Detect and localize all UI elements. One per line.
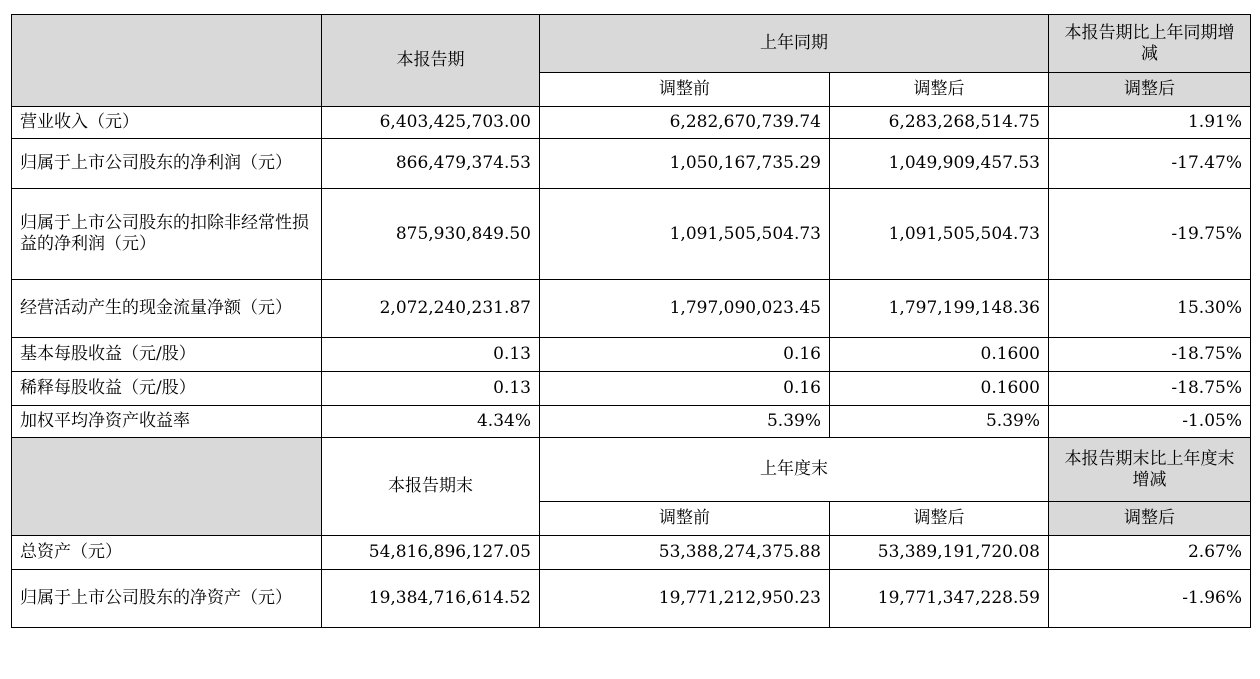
cell-before-adjustment: 0.16: [540, 372, 830, 406]
row-label: 基本每股收益（元/股）: [12, 338, 322, 372]
row-label: 加权平均净资产收益率: [12, 406, 322, 438]
header-prior-year-same-period: 上年同期: [540, 15, 1049, 73]
header-change-after-adjustment: 调整后: [1049, 502, 1251, 536]
table-row: [12, 372, 1251, 406]
header-row: [12, 438, 1251, 502]
cell-change: -19.75%: [1049, 189, 1251, 280]
header-change-vs-prior: 本报告期比上年同期增减: [1049, 15, 1251, 73]
cell-current: 875,930,849.50: [322, 189, 540, 280]
cell-after-adjustment: 19,771,347,228.59: [830, 570, 1049, 628]
row-label: 稀释每股收益（元/股）: [12, 372, 322, 406]
table-row: [12, 280, 1251, 338]
cell-change: 15.30%: [1049, 280, 1251, 338]
row-label: 归属于上市公司股东的净资产（元）: [12, 570, 322, 628]
row-label: 归属于上市公司股东的扣除非经常性损益的净利润（元）: [12, 189, 322, 280]
cell-before-adjustment: 1,797,090,023.45: [540, 280, 830, 338]
header-change-vs-prior-end: 本报告期末比上年度末增减: [1049, 438, 1251, 502]
cell-change: -18.75%: [1049, 372, 1251, 406]
cell-current: 54,816,896,127.05: [322, 536, 540, 570]
table-row: [12, 189, 1251, 280]
cell-current: 0.13: [322, 372, 540, 406]
cell-after-adjustment: 1,797,199,148.36: [830, 280, 1049, 338]
table-row: [12, 107, 1251, 139]
table-row: [12, 406, 1251, 438]
header-current-period: 本报告期: [322, 15, 540, 107]
table-row: [12, 338, 1251, 372]
cell-before-adjustment: 1,091,505,504.73: [540, 189, 830, 280]
row-label: 归属于上市公司股东的净利润（元）: [12, 139, 322, 189]
cell-after-adjustment: 5.39%: [830, 406, 1049, 438]
row-label: 经营活动产生的现金流量净额（元）: [12, 280, 322, 338]
cell-before-adjustment: 6,282,670,739.74: [540, 107, 830, 139]
header-current-period-end: 本报告期末: [322, 438, 540, 536]
cell-before-adjustment: 5.39%: [540, 406, 830, 438]
header-change-after-adjustment: 调整后: [1049, 73, 1251, 107]
cell-current: 866,479,374.53: [322, 139, 540, 189]
cell-after-adjustment: 1,091,505,504.73: [830, 189, 1049, 280]
cell-after-adjustment: 1,049,909,457.53: [830, 139, 1049, 189]
cell-change: -18.75%: [1049, 338, 1251, 372]
cell-change: -1.96%: [1049, 570, 1251, 628]
row-label: 总资产（元）: [12, 536, 322, 570]
header-blank-cell: [12, 438, 322, 536]
cell-change: 2.67%: [1049, 536, 1251, 570]
header-row: [12, 15, 1251, 73]
cell-after-adjustment: 0.1600: [830, 338, 1049, 372]
financial-summary-table: [11, 14, 1251, 628]
table-row: [12, 536, 1251, 570]
cell-change: -1.05%: [1049, 406, 1251, 438]
header-blank-cell: [12, 15, 322, 107]
header-prior-year-end: 上年度末: [540, 438, 1049, 502]
cell-before-adjustment: 1,050,167,735.29: [540, 139, 830, 189]
cell-after-adjustment: 6,283,268,514.75: [830, 107, 1049, 139]
cell-current: 2,072,240,231.87: [322, 280, 540, 338]
cell-before-adjustment: 53,388,274,375.88: [540, 536, 830, 570]
header-before-adjustment: 调整前: [540, 73, 830, 107]
cell-before-adjustment: 0.16: [540, 338, 830, 372]
header-after-adjustment: 调整后: [830, 502, 1049, 536]
cell-change: 1.91%: [1049, 107, 1251, 139]
cell-before-adjustment: 19,771,212,950.23: [540, 570, 830, 628]
table-row: [12, 139, 1251, 189]
cell-after-adjustment: 0.1600: [830, 372, 1049, 406]
cell-current: 0.13: [322, 338, 540, 372]
row-label: 营业收入（元）: [12, 107, 322, 139]
table-row: [12, 570, 1251, 628]
header-after-adjustment: 调整后: [830, 73, 1049, 107]
cell-after-adjustment: 53,389,191,720.08: [830, 536, 1049, 570]
header-before-adjustment: 调整前: [540, 502, 830, 536]
cell-current: 6,403,425,703.00: [322, 107, 540, 139]
cell-change: -17.47%: [1049, 139, 1251, 189]
cell-current: 19,384,716,614.52: [322, 570, 540, 628]
cell-current: 4.34%: [322, 406, 540, 438]
